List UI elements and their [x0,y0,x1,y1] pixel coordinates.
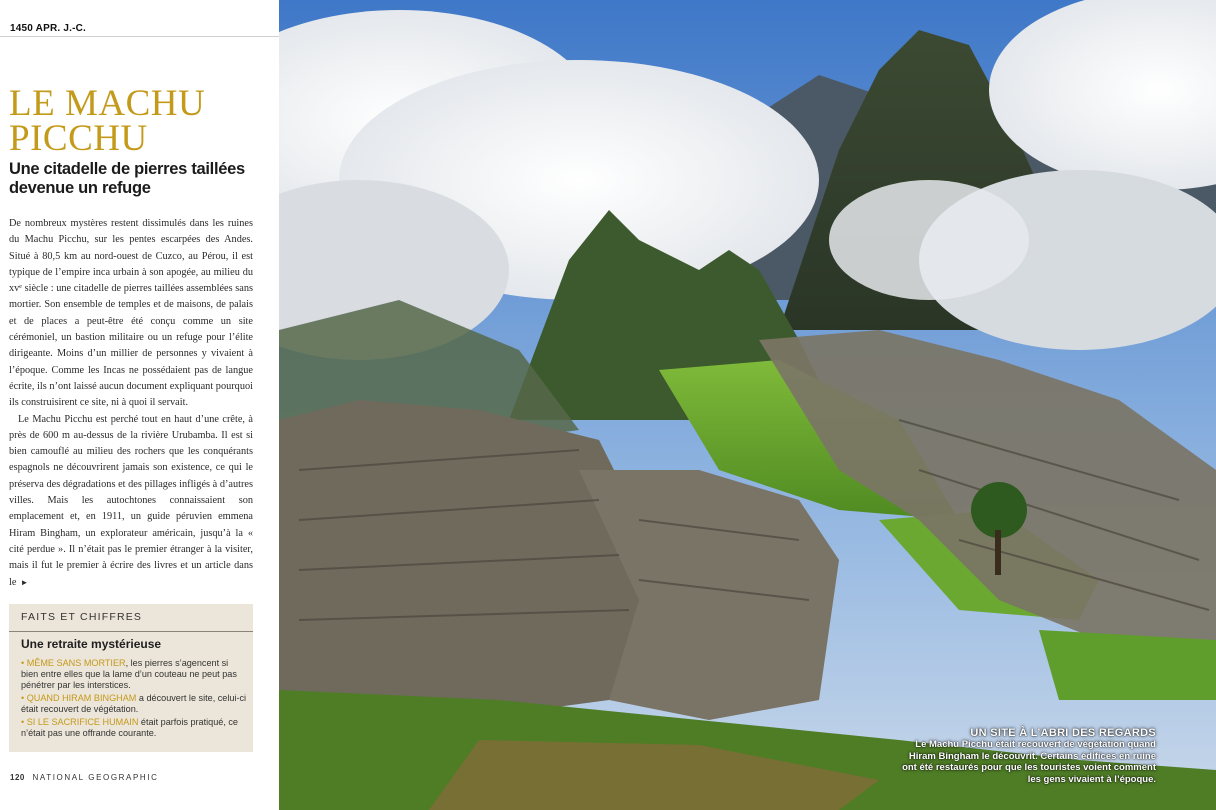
continue-arrow-icon: ► [20,577,29,587]
title-line-2: PICCHU [9,118,148,159]
fact-key: SI LE SACRIFICE HUMAIN [26,717,139,727]
page-number: 120 [10,773,25,782]
caption-text: Le Machu Picchu était recouvert de végétation quand Hiram Bingham le découvrit. Certains édifices en ruine ont été restaurés pour que les touristes voient comment les gens vivaient à l’époque. [902,739,1156,785]
fact-item [21,693,247,715]
body-paragraph-2-text: Le Machu Picchu est perché tout en haut d’une crête, à près de 600 m au-dessus de la rivière Urubamba. Il est si bien camouflé au milieu des rochers que les conquérants espagnols ne découvrirent jamais son existence, ce qui le préserva des dégradations et des pillages infligés à d’autres villes. Mais les autochtones connaissaient son emplacement et, en 1911, un guide péruvien emmena Hiram Bingham, un explorateur américain, jusqu’à la « cité perdue ». Il n’était pas le premier étranger à la visiter, mais il fut le premier à écrire des livres et un article dans le [9,413,253,588]
tree [971,482,1027,538]
magazine-name: NATIONAL GEOGRAPHIC [32,773,159,782]
fact-text: a découvert le site, celui-ci était recouvert de végétation. [21,693,247,714]
date-label: 1450 APR. J.-C. [10,23,86,34]
fact-key: QUAND HIRAM BINGHAM [26,693,137,703]
article-subtitle: Une citadelle de pierres taillées devenue un refuge [9,160,245,197]
fact-text: était parfois pratiqué, ce n’était pas une offrande courante. [21,717,238,738]
machu-picchu-photo [279,0,1216,810]
tree-trunk [995,530,1001,575]
caption-heading: UN SITE À L’ABRI DES REGARDS [970,727,1156,739]
bullet-icon: • [21,717,25,727]
photo-caption [896,727,1156,785]
header-rule [0,36,279,37]
article-body [9,216,253,591]
page-folio [10,773,159,782]
body-paragraph-1: De nombreux mystères restent dissimulés dans les ruines du Machu Picchu, sur les pentes escarpées des Andes. Situé à 80,5 km au nord-ouest de Cuzco, au Pérou, il est typique de l’empire inca urbain à son apogée, au milieu du xvᵉ siècle : une citadelle de pierres taillées assemblées sans mortier. Son ensemble de temples et de maisons, de palais et de places a peut-être été conçu comme un site cérémoniel, un bastion militaire ou un refuge pour l’élite dirigeante. Moins d’un millier de personnes y vivaient à l’époque. Comme les Incas ne possédaient pas de langue écrite, ils n’ont laissé aucun document expliquant pourquoi ils construisirent ce site, ni à quoi il servait. [9,218,253,409]
article-column [0,0,279,810]
bullet-icon: • [21,658,25,668]
fact-text: , les pierres s’agencent si bien entre elles que la lame d’un couteau ne peut pas pénétrer par les interstices. [21,658,237,690]
facts-list [21,658,247,741]
article-title [9,83,206,159]
facts-heading: FAITS ET CHIFFRES [9,604,253,632]
facts-title: Une retraite mystérieuse [21,637,162,651]
body-paragraph-2 [9,412,253,591]
bullet-icon: • [21,693,25,703]
fact-item [21,658,247,691]
facts-box [9,604,253,752]
right-grass-slope [1039,630,1216,700]
fact-key: MÊME SANS MORTIER [26,658,126,668]
title-line-1: LE MACHU [9,83,206,124]
ruins-left [279,400,659,720]
fact-item [21,717,247,739]
cloud [829,180,1029,300]
